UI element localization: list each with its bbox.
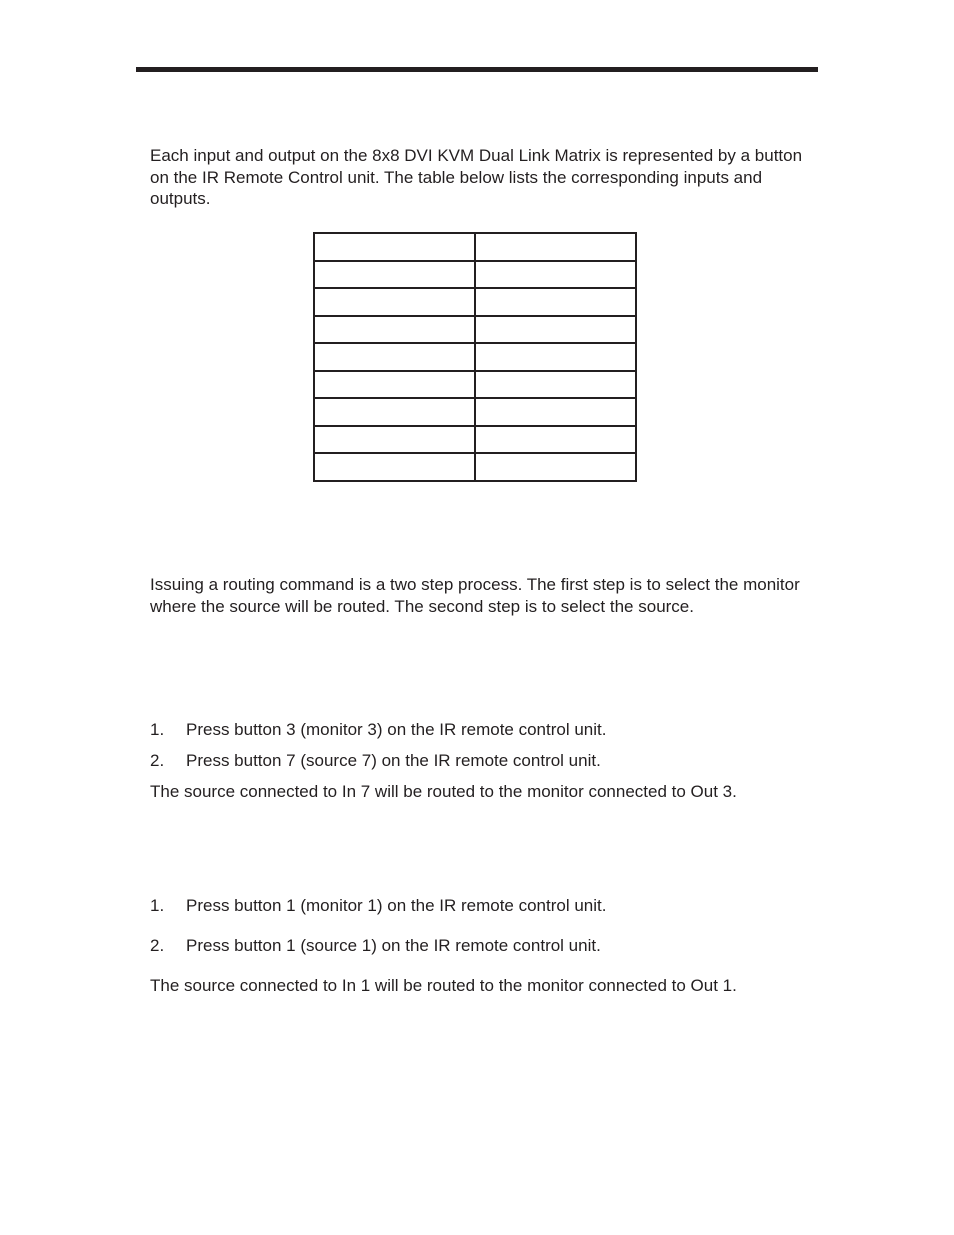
- output-cell: [475, 343, 636, 371]
- example1-step-1: [150, 719, 606, 740]
- input-cell: [314, 233, 475, 261]
- example2-step-1: [150, 895, 606, 916]
- step-text: Press button 1 (monitor 1) on the IR remote control unit.: [186, 896, 607, 915]
- step-number: 2.: [150, 751, 165, 770]
- table-row: [314, 233, 636, 261]
- output-cell: [475, 261, 636, 289]
- input-cell: [314, 316, 475, 344]
- example1-step-2: [150, 750, 601, 771]
- table-row: [314, 261, 636, 289]
- table-row: [314, 398, 636, 426]
- input-cell: [314, 343, 475, 371]
- table-row: [314, 288, 636, 316]
- input-cell: [314, 453, 475, 481]
- example2-result: The source connected to In 1 will be routed to the monitor connected to Out 1.: [150, 976, 737, 995]
- step-number: 2.: [150, 936, 165, 955]
- output-cell: [475, 316, 636, 344]
- button-mapping-table: [313, 232, 637, 482]
- table-row: [314, 316, 636, 344]
- routing-paragraph: Issuing a routing command is a two step process. The first step is to select the monitor where the source will be routed. The second step is to select the source.: [150, 575, 800, 616]
- example1-result: The source connected to In 7 will be routed to the monitor connected to Out 3.: [150, 782, 737, 801]
- output-cell: [475, 453, 636, 481]
- table-row: [314, 343, 636, 371]
- table-row: [314, 371, 636, 399]
- table-row: [314, 453, 636, 481]
- input-cell: [314, 261, 475, 289]
- header-rule: [136, 67, 818, 72]
- output-cell: [475, 233, 636, 261]
- input-cell: [314, 371, 475, 399]
- table-row: [314, 426, 636, 454]
- step-text: Press button 7 (source 7) on the IR remote control unit.: [186, 751, 601, 770]
- input-cell: [314, 426, 475, 454]
- input-cell: [314, 398, 475, 426]
- step-text: Press button 3 (monitor 3) on the IR remote control unit.: [186, 720, 607, 739]
- input-cell: [314, 288, 475, 316]
- step-number: 1.: [150, 720, 165, 739]
- output-cell: [475, 371, 636, 399]
- output-cell: [475, 398, 636, 426]
- step-text: Press button 1 (source 1) on the IR remote control unit.: [186, 936, 601, 955]
- output-cell: [475, 426, 636, 454]
- step-number: 1.: [150, 896, 165, 915]
- output-cell: [475, 288, 636, 316]
- intro-paragraph: Each input and output on the 8x8 DVI KVM Dual Link Matrix is represented by a button on the IR Remote Control unit. The table below lists the corresponding inputs and outputs.: [150, 146, 803, 208]
- example2-step-2: [150, 935, 601, 956]
